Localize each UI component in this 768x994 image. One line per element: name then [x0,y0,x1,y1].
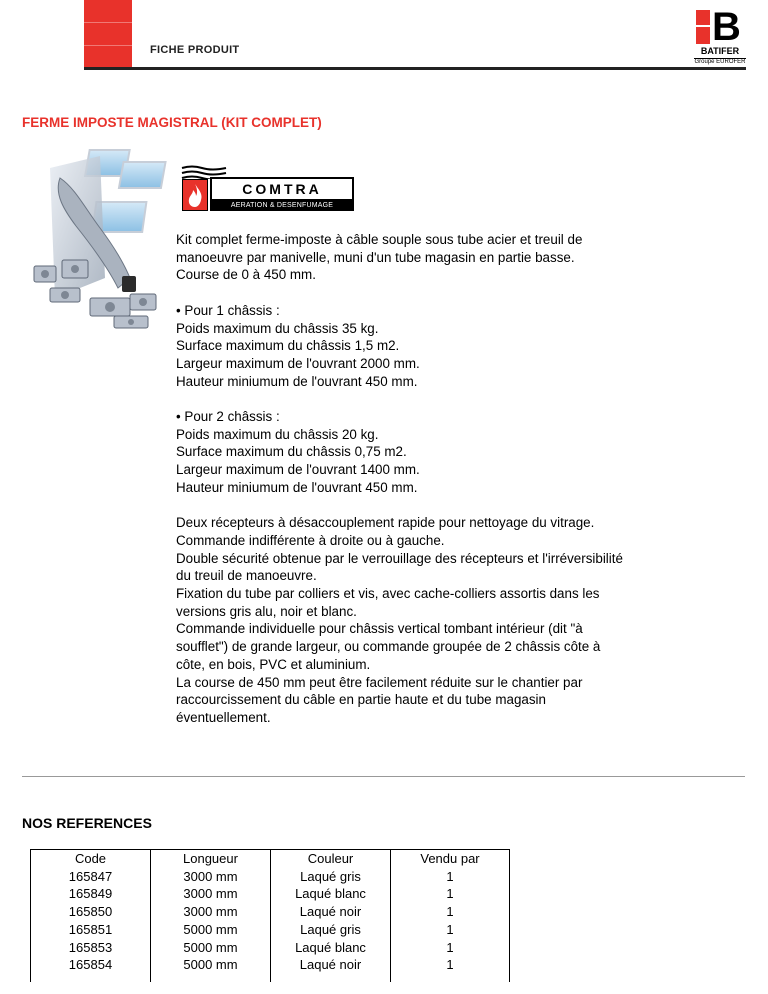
table-header-row [31,850,510,868]
comtra-tagline: AERATION & DESENFUMAGE [210,200,354,211]
logo-name: BATIFER [700,46,740,56]
cell-longueur: 5000 mm [151,921,271,939]
cell-code: 165849 [31,885,151,903]
text-line: Commande individuelle pour châssis vertical tombant intérieur (dit "à [176,621,583,637]
cell-couleur: Laqué blanc [271,885,391,903]
logo-group: Groupe EUROFER [694,59,746,65]
cell-code: 165853 [31,939,151,957]
text-line: Kit complet ferme-imposte à câble souple sous tube acier et treuil de [176,232,583,247]
cell-code: 165847 [31,868,151,886]
text-line: Poids maximum du châssis 35 kg. [176,320,379,336]
header-rule [84,67,746,70]
product-illustration [30,148,180,343]
header-couleur: Couleur [271,850,391,868]
cell-longueur: 3000 mm [151,885,271,903]
text-line: Surface maximum du châssis 1,5 m2. [176,338,400,354]
header-vendu-par: Vendu par [391,850,510,868]
cell-couleur: Laqué noir [271,903,391,921]
cell-vendu-par: 1 [391,939,510,957]
text-line: Course de 0 à 450 mm. [176,267,316,283]
logo-letter: B [712,5,741,49]
text-line: Deux récepteurs à désaccouplement rapide pour nettoyage du vitrage. [176,515,595,531]
text-line: versions gris alu, noir et blanc. [176,603,357,619]
one-chassis-paragraph [176,302,736,391]
cell-longueur: 3000 mm [151,903,271,921]
text-line: Poids maximum du châssis 20 kg. [176,426,379,442]
header-longueur: Longueur [151,850,271,868]
text-line: Commande indifférente à droite ou à gauche. [176,532,445,548]
text-line: Hauteur miniumum de l'ouvrant 450 mm. [176,479,418,495]
cell-couleur: Laqué blanc [271,939,391,957]
cell-longueur: 3000 mm [151,868,271,886]
text-line: soufflet") de grande largeur, ou commande groupée de 2 châssis côte à [176,639,601,655]
comtra-logo [180,165,355,213]
text-line: Largeur maximum de l'ouvrant 1400 mm. [176,462,420,478]
fiche-produit-label: FICHE PRODUIT [150,44,240,56]
text-line: éventuellement. [176,709,271,725]
text-line: Fixation du tube par colliers et vis, avec cache-colliers assortis dans les [176,586,600,602]
table-row [31,903,510,921]
cell-vendu-par: 1 [391,903,510,921]
product-title: FERME IMPOSTE MAGISTRAL (KIT COMPLET) [22,115,322,130]
cell-couleur: Laqué noir [271,956,391,974]
cell-vendu-par: 1 [391,921,510,939]
batifer-logo [694,5,746,66]
flame-icon [182,179,208,211]
references-title: NOS REFERENCES [22,815,152,831]
text-line: Largeur maximum de l'ouvrant 2000 mm. [176,355,420,371]
table-row [31,885,510,903]
text-line: côte, en bois, PVC et aluminium. [176,656,371,672]
cell-code: 165854 [31,956,151,974]
text-line: raccourcissement du câble en partie haute et du tube magasin [176,692,546,708]
table-row [31,956,510,974]
header-red-bar [84,0,132,68]
references-table [30,849,510,982]
cell-couleur: Laqué gris [271,868,391,886]
cell-vendu-par: 1 [391,885,510,903]
table-row [31,939,510,957]
product-description [176,231,736,744]
cell-vendu-par: 1 [391,956,510,974]
table-padding-row [31,974,510,982]
two-chassis-paragraph [176,408,736,497]
text-line: La course de 450 mm peut être facilement réduite sur le chantier par [176,674,583,690]
cell-code: 165850 [31,903,151,921]
text-line: Hauteur miniumum de l'ouvrant 450 mm. [176,373,418,389]
intro-paragraph [176,231,736,284]
cell-code: 165851 [31,921,151,939]
table-row [31,921,510,939]
comtra-name: COMTRA [210,177,354,201]
header-code: Code [31,850,151,868]
text-line: manoeuvre par manivelle, muni d'un tube magasin en partie basse. [176,249,575,265]
cell-vendu-par: 1 [391,868,510,886]
cell-longueur: 5000 mm [151,956,271,974]
text-line: Double sécurité obtenue par le verrouillage des récepteurs et l'irréversibilité [176,550,623,566]
text-line: • Pour 2 châssis : [176,409,280,424]
text-line: Surface maximum du châssis 0,75 m2. [176,444,407,460]
section-separator [22,776,745,777]
details-paragraph [176,514,736,726]
cell-couleur: Laqué gris [271,921,391,939]
table-row [31,868,510,886]
text-line: • Pour 1 châssis : [176,302,280,318]
cell-longueur: 5000 mm [151,939,271,957]
text-line: du treuil de manoeuvre. [176,568,317,584]
